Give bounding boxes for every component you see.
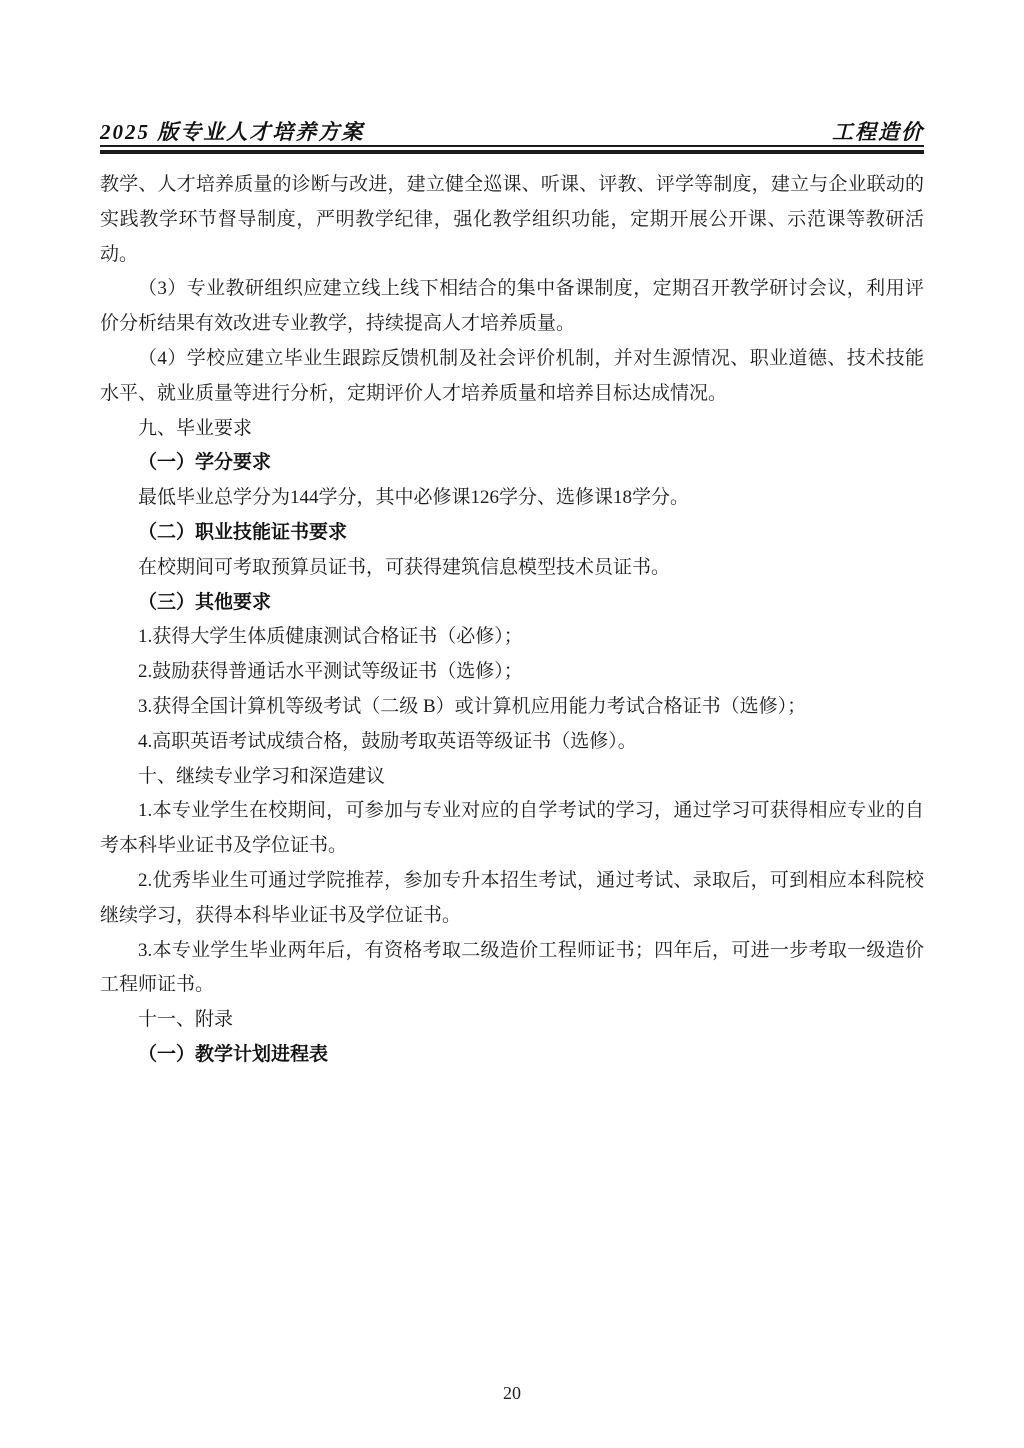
header-document-title: 2025 版专业人才培养方案 (100, 120, 365, 144)
list-item-3-computer-certificate: 3.获得全国计算机等级考试（二级 B）或计算机应用能力考试合格证书（选修）； (138, 695, 807, 717)
header-double-rule (100, 145, 924, 154)
paragraph-item-4: （4）学校应建立毕业生跟踪反馈机制及社会评价机制，并对生源情况、职业道德、技术技能水平、就业质量等进行分析，定期评价人才培养质量和培养目标达成情况。 (100, 347, 924, 404)
document-body (100, 168, 924, 1073)
list-item-2-mandarin-certificate: 2.鼓励获得普通话水平测试等级证书（选修）； (138, 661, 523, 683)
paragraph-item-3: （3）专业教研组织应建立线上线下相结合的集中备课制度，定期召开教学研讨会议，利用评价分析结果有效改进专业教学，持续提高人才培养质量。 (100, 278, 924, 335)
subsection-heading-credit-requirements: （一）学分要求 (138, 452, 272, 474)
paragraph-teaching-quality: 教学、人才培养质量的诊断与改进，建立健全巡课、听课、评教、评学等制度，建立与企业联动的实践教学环节督导制度，严明教学纪律，强化教学组织功能，定期开展公开课、示范课等教研活动。 (100, 174, 924, 265)
page-number: 20 (503, 1383, 521, 1403)
page-header (100, 116, 924, 146)
list-item-1-fitness-certificate: 1.获得大学生体质健康测试合格证书（必修）； (138, 626, 523, 648)
paragraph-upgrade-exam: 2.优秀毕业生可通过学院推荐，参加专升本招生考试，通过考试、录取后，可到相应本科院校继续学习，获得本科毕业证书及学位证书。 (100, 869, 924, 926)
paragraph-self-study-exam: 1.本专业学生在校期间，可参加与专业对应的自学考试的学习，通过学习可获得相应专业的自考本科毕业证书及学位证书。 (100, 800, 924, 857)
list-item-4-english-certificate: 4.高职英语考试成绩合格，鼓励考取英语等级证书（选修）。 (138, 730, 637, 752)
section-heading-9-graduation-requirements: 九、毕业要求 (138, 417, 253, 439)
header-major-name: 工程造价 (832, 120, 924, 144)
paragraph-credit-detail: 最低毕业总学分为144学分，其中必修课126学分、选修课18学分。 (138, 487, 690, 509)
subsection-heading-certificate-requirements: （二）职业技能证书要求 (138, 521, 348, 543)
subsection-heading-teaching-plan-table: （一）教学计划进程表 (138, 1043, 329, 1065)
section-heading-10-further-study: 十、继续专业学习和深造建议 (138, 765, 386, 787)
paragraph-cost-engineer-exam: 3.本专业学生毕业两年后，有资格考取二级造价工程师证书；四年后，可进一步考取一级造价工程师证书。 (100, 939, 924, 996)
paragraph-certificate-detail: 在校期间可考取预算员证书，可获得建筑信息模型技术员证书。 (138, 556, 671, 578)
subsection-heading-other-requirements: （三）其他要求 (138, 591, 272, 613)
section-heading-11-appendix: 十一、附录 (138, 1009, 234, 1031)
